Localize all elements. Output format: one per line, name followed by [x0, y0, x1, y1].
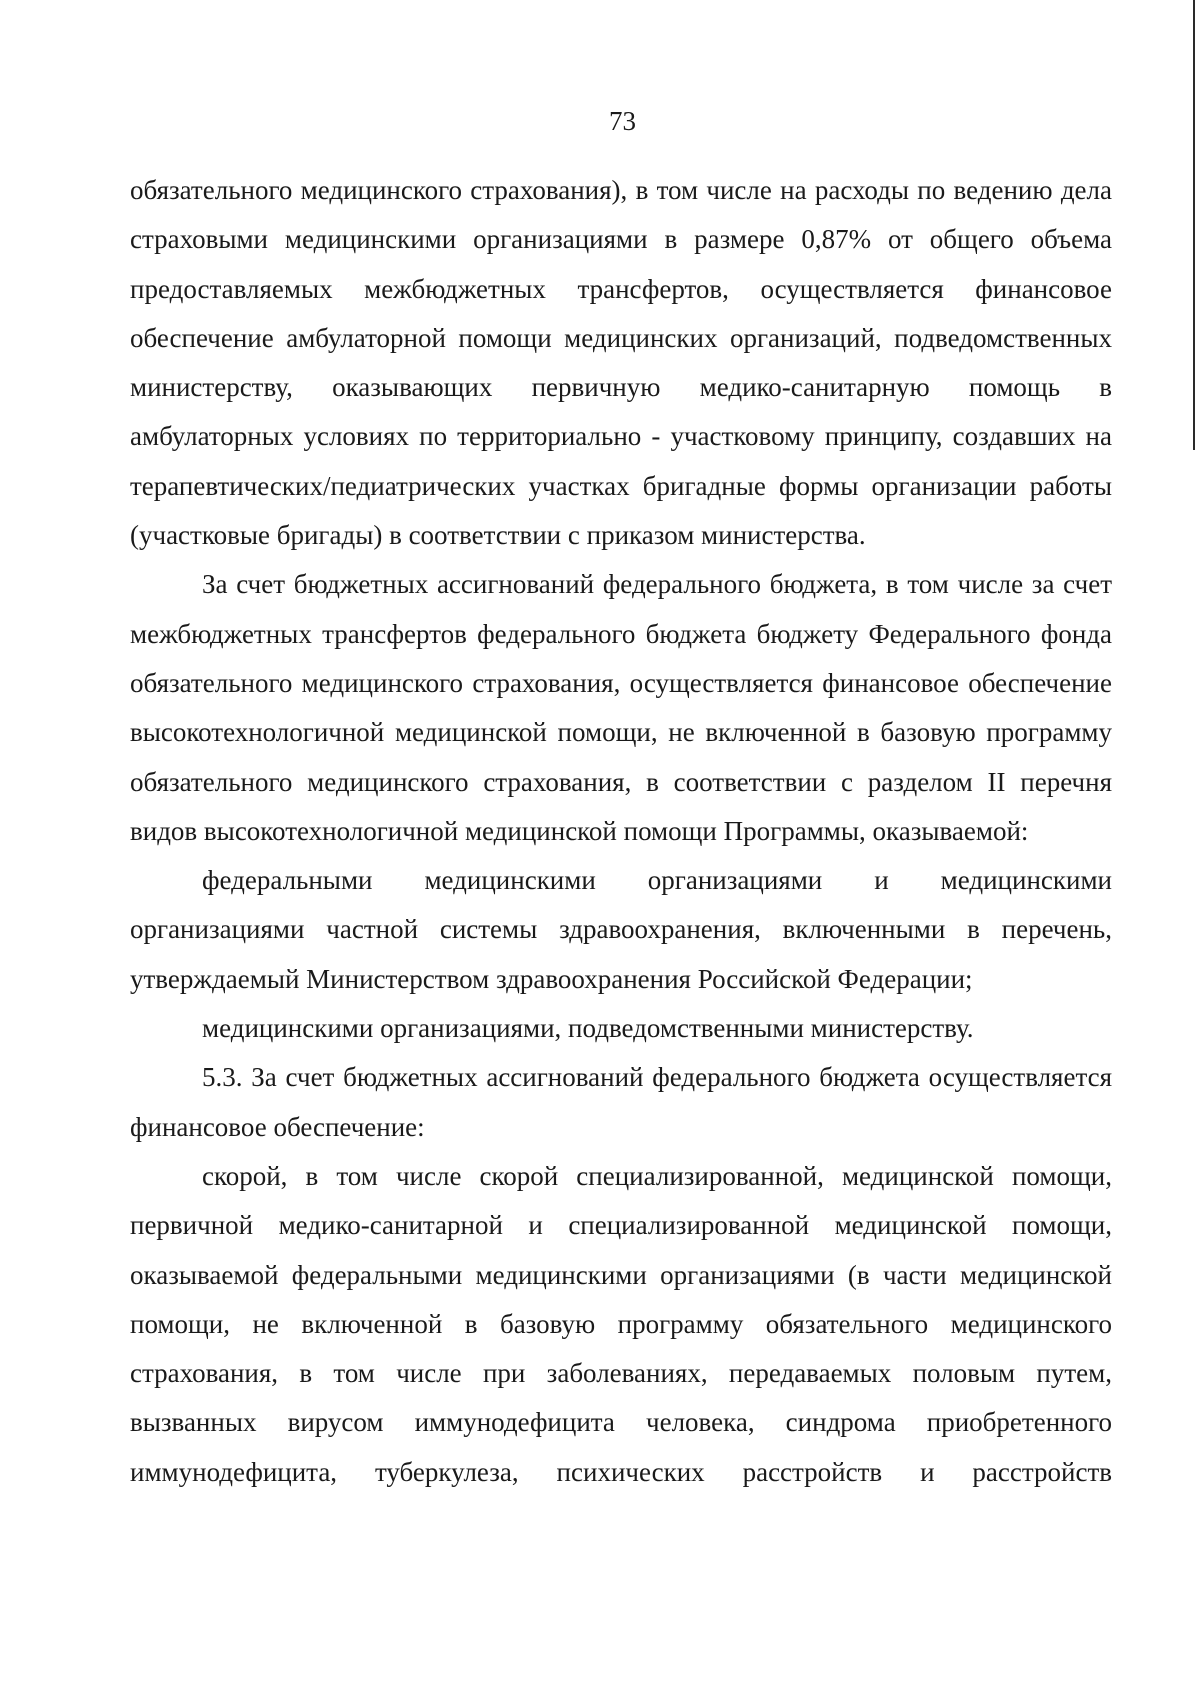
paragraph-federal-organizations: федеральными медицинскими организациями и медицинскими организациями частной системы здравоохранения, включенными в перечень, утверждаемый Министерством здравоохранения Российской Федерации;	[130, 865, 1112, 994]
scan-edge-line	[1193, 0, 1195, 450]
paragraph-emergency-care: скорой, в том числе скорой специализированной, медицинской помощи, первичной медико-санитарной и специализированной медицинской помощи, оказываемой федеральными медицинскими организациями (в части медицинской помощи, не включенной в базовую программу обязательного медицинского страхования, в том числе при заболеваниях, передаваемых половым путем, вызванных вирусом иммунодефицита человека, синдрома приобретенного иммунодефицита, туберкулеза, психических расстройств и расстройств	[130, 1160, 1112, 1487]
paragraph-federal-budget: За счет бюджетных ассигнований федерального бюджета, в том числе за счет межбюджетных трансфертов федерального бюджета бюджету Федерального фонда обязательного медицинского страхования, осуществляется финансовое обеспечение высокотехнологичной медицинской помощи, не включенной в базовую программу обязательного медицинского страхования, в соответствии с разделом II перечня видов высокотехнологичной медицинской помощи Программы, оказываемой:	[130, 569, 1112, 846]
paragraph-subordinate-organizations: медицинскими организациями, подведомственными министерству.	[202, 1013, 974, 1044]
paragraph-section-5-3: 5.3. За счет бюджетных ассигнований федерального бюджета осуществляется финансовое обеспечение:	[130, 1062, 1112, 1142]
paragraph-continuation: обязательного медицинского страхования), в том числе на расходы по ведению дела страховыми медицинскими организациями в размере 0,87% от общего объема предоставляемых межбюджетных трансфертов, осуществляется финансовое обеспечение амбулаторной помощи медицинских организаций, подведомственных министерству, оказывающих первичную медико-санитарную помощь в амбулаторных условиях по территориально - участковому принципу, создавших на терапевтических/педиатрических участках бригадные формы организации работы (участковые бригады) в соответствии с приказом министерства.	[130, 175, 1112, 551]
page-number: 73	[609, 106, 636, 136]
document-body	[130, 166, 1112, 1497]
